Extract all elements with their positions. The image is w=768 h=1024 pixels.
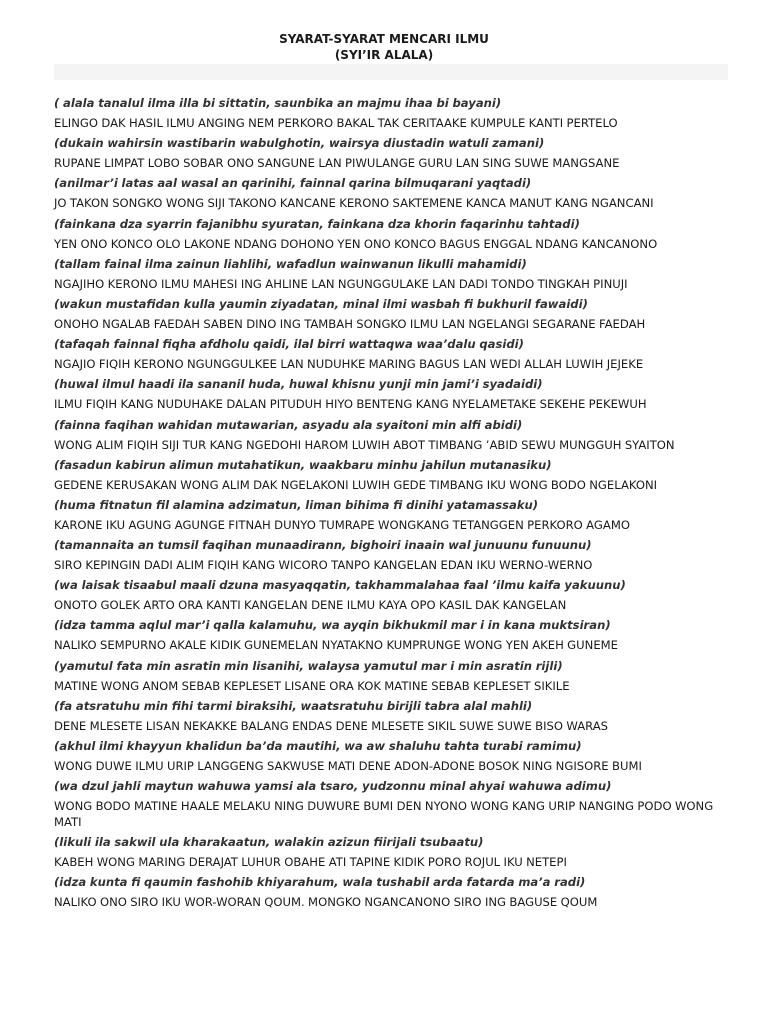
arabic-transliteration-line: (wa dzul jahli maytun wahuwa yamsi ala tsaro, yudzonnu minal ahyai wahuwa adimu) [54, 779, 612, 794]
javanese-translation-line: GEDENE KERUSAKAN WONG ALIM DAK NGELAKONI LUWIH GEDE TIMBANG IKU WONG BODO NGELAKONI [54, 477, 658, 492]
javanese-translation-line: WONG ALIM FIQIH SIJI TUR KANG NGEDOHI HAROM LUWIH ABOT TIMBANG ’ABID SEWU MUNGGUH SYAITON [54, 437, 675, 452]
arabic-transliteration-line: (wa laisak tisaabul maali dzuna masyaqqatin, takhammalahaa faal ’ilmu kaifa yakuunu) [54, 578, 626, 593]
javanese-translation-line: RUPANE LIMPAT LOBO SOBAR ONO SANGUNE LAN PIWULANGE GURU LAN SING SUWE MANGSANE [54, 156, 620, 171]
javanese-translation-line: NGAJIHO KERONO ILMU MAHESI ING AHLINE LAN NGUNGGULAKE LAN DADI TONDO TINGKAH PINUJI [54, 276, 628, 291]
arabic-transliteration-line: (tallam fainal ilma zainun liahlihi, wafadlun wainwanun likulli mahamidi) [54, 256, 527, 271]
document-subtitle: (SYI’IR ALALA) [334, 48, 434, 62]
arabic-transliteration-line: (wakun mustafidan kulla yaumin ziyadatan, minal ilmi wasbah fi bukhuril fawaidi) [54, 296, 588, 311]
arabic-transliteration-line: (huwal ilmul haadi ila sananil huda, huwal khisnu yunji min jami’i syadaidi) [54, 377, 543, 392]
arabic-transliteration-line: (fa atsratuhu min fihi tarmi biraksihi, waatsratuhu birijli tabra alal mahli) [54, 698, 533, 713]
arabic-transliteration-line: (anilmar’i latas aal wasal an qarinihi, fainnal qarina bilmuqarani yaqtadi) [54, 176, 532, 191]
javanese-translation-line: MATINE WONG ANOM SEBAB KEPLESET LISANE ORA KOK MATINE SEBAB KEPLESET SIKILE [54, 678, 570, 693]
document-title: SYARAT-SYARAT MENCARI ILMU [279, 32, 489, 46]
javanese-translation-line: NALIKO ONO SIRO IKU WOR-WORAN QOUM. MONGKO NGANCANONO SIRO ING BAGUSE QOUM [54, 895, 598, 910]
arabic-transliteration-line: (fainna faqihan wahidan mutawarian, asyadu ala syaitoni min alfi abidi) [54, 417, 523, 432]
divider-band [54, 64, 728, 80]
javanese-translation-line: SIRO KEPINGIN DADI ALIM FIQIH KANG WICORO TANPO KANGELAN EDAN IKU WERNO-WERNO [54, 558, 593, 573]
javanese-translation-line: KABEH WONG MARING DERAJAT LUHUR OBAHE ATI TAPINE KIDIK PORO ROJUL IKU NETEPI [54, 855, 567, 870]
javanese-translation-line: KARONE IKU AGUNG AGUNGE FITNAH DUNYO TUMRAPE WONGKANG TETANGGEN PERKORO AGAMO [54, 517, 630, 532]
arabic-transliteration-line: (dukain wahirsin wastibarin wabulghotin, wairsya diustadin watuli zamani) [54, 136, 545, 151]
javanese-translation-line: YEN ONO KONCO OLO LAKONE NDANG DOHONO YEN ONO KONCO BAGUS ENGGAL NDANG KANCANONO [54, 236, 658, 251]
javanese-translation-line: ONOTO GOLEK ARTO ORA KANTI KANGELAN DENE ILMU KAYA OPO KASIL DAK KANGELAN [54, 598, 567, 613]
javanese-translation-line: WONG DUWE ILMU URIP LANGGENG SAKWUSE MATI DENE ADON-ADONE BOSOK NING NGISORE BUMI [54, 759, 642, 773]
javanese-translation-line: JO TAKON SONGKO WONG SIJI TAKONO KANCANE KERONO SAKTEMENE KANCA MANUT KANG NGANCANI [54, 196, 654, 211]
title-block [0, 31, 768, 63]
arabic-transliteration-line: (akhul ilmi khayyun khalidun ba’da mautihi, wa aw shaluhu tahta turabi ramimu) [54, 738, 582, 753]
javanese-translation-line: ONOHO NGALAB FAEDAH SABEN DINO ING TAMBAH SONGKO ILMU LAN NGELANGI SEGARANE FAEDAH [54, 317, 646, 332]
arabic-transliteration-line: (likuli ila sakwil ula kharakaatun, walakin azizun fiirijali tsubaatu) [54, 835, 484, 850]
arabic-transliteration-line: (idza kunta fi qaumin fashohib khiyarahum, wala tushabil arda fatarda ma’a radi) [54, 875, 586, 890]
javanese-translation-line: DENE MLESETE LISAN NEKAKKE BALANG ENDAS DENE MLESETE SIKIL SUWE SUWE BISO WARAS [54, 718, 609, 733]
arabic-transliteration-line: (fainkana dza syarrin fajanibhu syuratan, fainkana dza khorin faqarinhu tahtadi) [54, 216, 580, 231]
javanese-translation-line: ELINGO DAK HASIL ILMU ANGING NEM PERKORO BAKAL TAK CERITAAKE KUMPULE KANTI PERTELO [54, 116, 618, 131]
arabic-transliteration-line: (huma fitnatun fil alamina adzimatun, liman bihima fi dinihi yatamassaku) [54, 497, 539, 512]
arabic-transliteration-line: (tafaqah fainnal fiqha afdholu qaidi, ilal birri wattaqwa waa’dalu qasidi) [54, 337, 524, 352]
javanese-translation-line: NGAJIO FIQIH KERONO NGUNGGULKEE LAN NUDUHKE MARING BAGUS LAN WEDI ALLAH LUWIH JEJEKE [54, 357, 644, 372]
arabic-transliteration-line: (yamutul fata min asratin min lisanihi, walaysa yamutul mar i min asratin rijli) [54, 658, 563, 673]
arabic-transliteration-line: (tamannaita an tumsil faqihan munaadirann, bighoiri inaain wal junuunu funuunu) [54, 537, 592, 552]
javanese-translation-line: WONG BODO MATINE HAALE MELAKU NING DUWURE BUMI DEN NYONO WONG KANG URIP NANGING PODO WONG MATI [54, 799, 714, 830]
javanese-translation-line: ILMU FIQIH KANG NUDUHAKE DALAN PITUDUH HIYO BENTENG KANG NYELAMETAKE SEKEHE PEKEWUH [54, 397, 647, 412]
arabic-transliteration-line: ( alala tanalul ilma illa bi sittatin, saunbika an majmu ihaa bi bayani) [54, 96, 502, 110]
arabic-transliteration-line: (fasadun kabirun alimun mutahatikun, waakbaru minhu jahilun mutanasiku) [54, 457, 552, 472]
arabic-transliteration-line: (idza tamma aqlul mar’i qalla kalamuhu, wa ayqin bikhukmil mar i in kana muktsiran) [54, 618, 611, 633]
poem-lines [54, 93, 734, 913]
javanese-translation-line: NALIKO SEMPURNO AKALE KIDIK GUNEMELAN NYATAKNO KUMPRUNGE WONG YEN AKEH GUNEME [54, 638, 618, 653]
